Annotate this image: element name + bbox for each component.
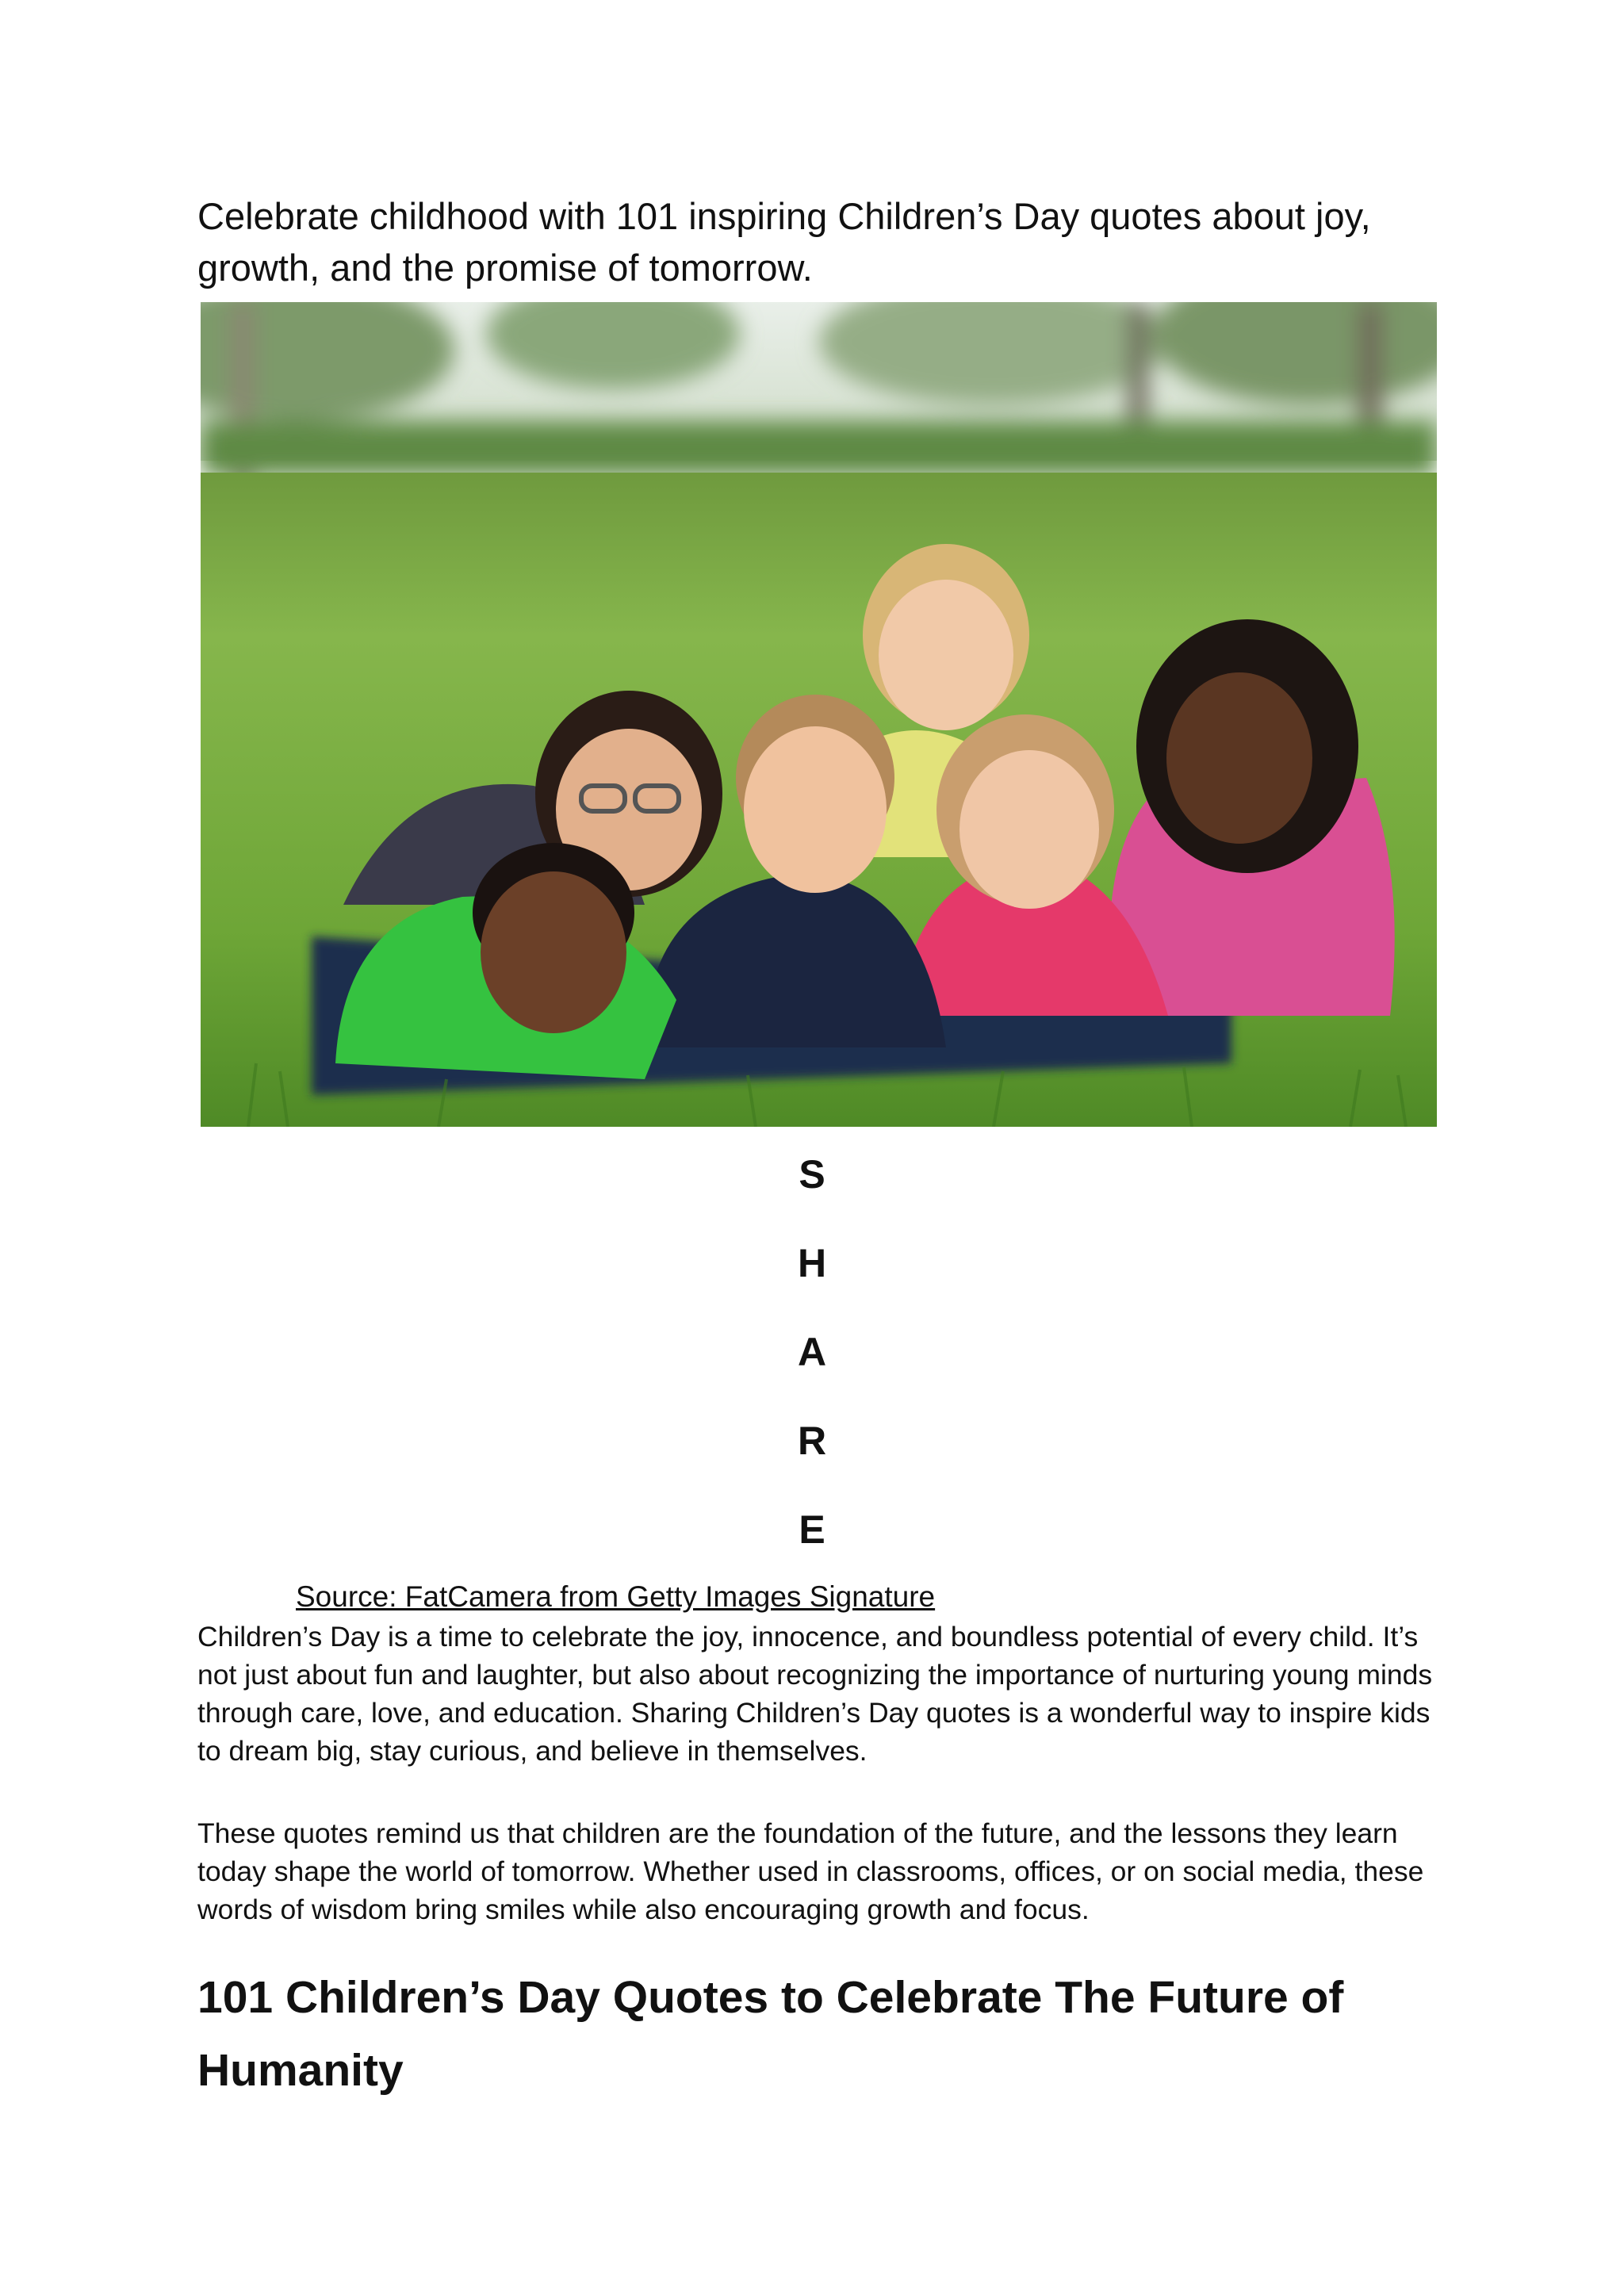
image-source-link[interactable]: Source: FatCamera from Getty Images Signature — [296, 1580, 936, 1613]
share-letter: R — [797, 1419, 827, 1463]
share-letter: S — [799, 1152, 825, 1197]
section-heading: 101 Children’s Day Quotes to Celebrate The Future of Humanity — [197, 1972, 1344, 2096]
share-letter: H — [797, 1241, 827, 1285]
share-letter: E — [799, 1507, 825, 1552]
share-letter: A — [797, 1330, 827, 1374]
body-paragraph-1: Children’s Day is a time to celebrate the joy, innocence, and boundless potential of every child. It’s not just about fun and laughter, but also about recognizing the importance of nurturing young minds through care, love, and education. Sharing Children’s Day quotes is a wonderful way to inspire kids to dream big, stay curious, and believe in themselves. — [197, 1621, 1433, 1767]
intro-line-2: growth, and the promise of tomorrow. — [197, 247, 813, 289]
share-vertical-label — [0, 1130, 1624, 1574]
children-photo — [201, 302, 1437, 1127]
body-paragraph-2: These quotes remind us that children are the foundation of the future, and the lessons they learn today shape the world of tomorrow. Whether used in classrooms, offices, or on social media, these words of wisdom bring smiles while also encouraging growth and focus. — [197, 1817, 1424, 1925]
intro-line-1: Celebrate childhood with 101 inspiring Children’s Day quotes about joy, — [197, 195, 1371, 237]
intro-text — [197, 190, 1434, 293]
